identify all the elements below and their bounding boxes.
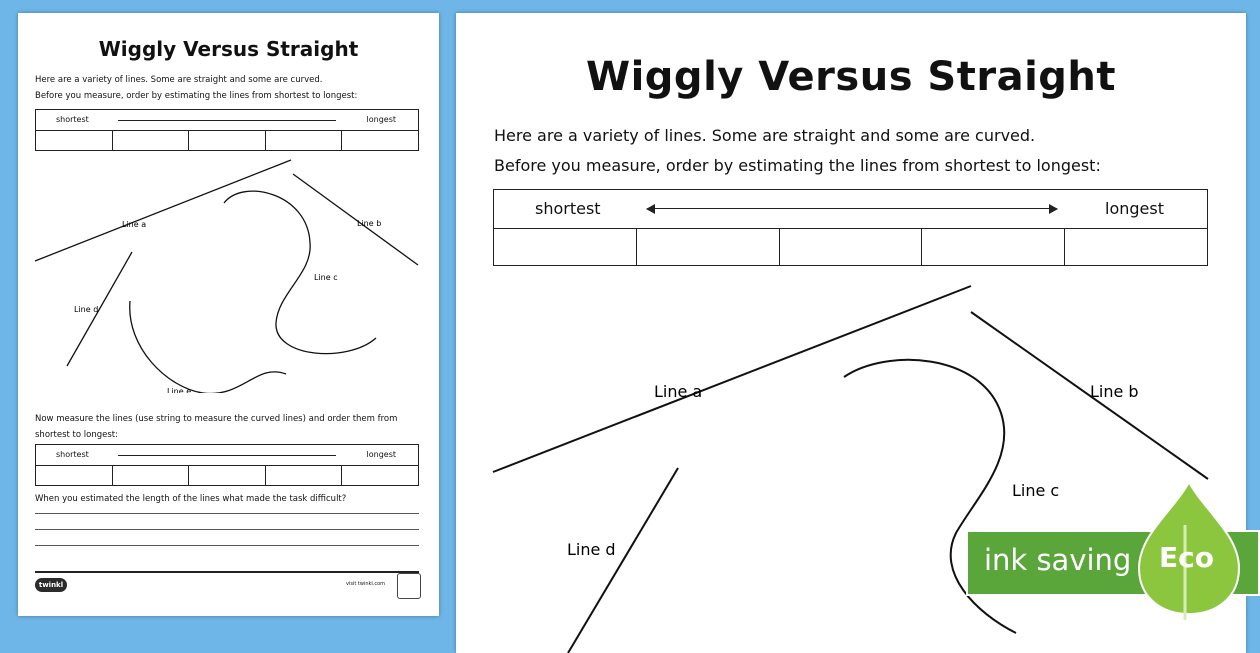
main-estimate-table: [493, 189, 1208, 266]
thumb-write-line: [35, 513, 419, 514]
thumb-line-a: [35, 160, 291, 261]
thumb-lines-drawing: [18, 153, 439, 393]
thumb-write-line: [35, 529, 419, 530]
thumb-label-c: Line c: [314, 273, 338, 282]
thumb-measure-row: [36, 466, 418, 485]
thumb-measure-instruction: Now measure the lines (use string to measure the curved lines) and order them from shortest to longest:: [35, 414, 398, 440]
main-title: Wiggly Versus Straight: [585, 54, 1117, 100]
arrow-right-icon: [1049, 204, 1058, 214]
line-a: [493, 286, 971, 472]
thumb-label-e: Line e: [167, 387, 192, 393]
worksheet-thumbnail: [18, 13, 439, 616]
main-double-arrow: [647, 208, 1057, 209]
thumb-corner-badge-icon: [397, 573, 421, 599]
label-line-d: Line d: [567, 540, 616, 559]
thumb-longest-label: longest: [366, 115, 396, 124]
thumb-title: Wiggly Versus Straight: [98, 37, 359, 61]
thumb-line-b: [293, 174, 418, 265]
ink-saving-label: ink saving: [984, 543, 1132, 577]
label-line-b: Line b: [1090, 382, 1139, 401]
main-lines-drawing: [456, 273, 1246, 653]
thumb-shortest-label: shortest: [56, 115, 89, 124]
main-answer-row: [494, 229, 1207, 265]
thumb-measure-shortest: shortest: [56, 450, 89, 459]
thumb-write-line: [35, 545, 419, 546]
thumb-measure-longest: longest: [366, 450, 396, 459]
label-line-c: Line c: [1012, 481, 1060, 500]
thumb-line-c: [224, 191, 376, 354]
thumb-intro-line2: Before you measure, order by estimating the lines from shortest to longest:: [35, 91, 358, 101]
thumb-measure-table: [35, 444, 419, 486]
main-shortest-label: shortest: [535, 199, 601, 218]
thumb-line-e: [130, 301, 286, 393]
thumb-answer-row: [36, 131, 418, 150]
thumb-intro-line1: Here are a variety of lines. Some are straight and some are curved.: [35, 75, 323, 85]
line-d: [568, 468, 678, 653]
main-longest-label: longest: [1105, 199, 1164, 218]
label-line-a: Line a: [654, 382, 703, 401]
thumb-footer-rule: [35, 571, 419, 573]
thumb-arrow: [118, 120, 336, 121]
thumb-label-d: Line d: [74, 305, 99, 314]
thumb-label-b: Line b: [357, 219, 382, 228]
twinkl-logo: twinkl: [35, 578, 67, 592]
main-intro-line1: Here are a variety of lines. Some are straight and some are curved.: [494, 126, 1036, 145]
thumb-visit-text: visit twinkl.com: [346, 581, 386, 587]
thumb-label-a: Line a: [122, 220, 147, 229]
thumb-question: When you estimated the length of the lines what made the task difficult?: [35, 494, 347, 504]
arrow-left-icon: [646, 204, 655, 214]
thumb-estimate-table: [35, 109, 419, 151]
thumb-measure-arrow: [118, 455, 336, 456]
main-intro-line2: Before you measure, order by estimating the lines from shortest to longest:: [494, 156, 1101, 175]
eco-word: Eco: [1159, 541, 1214, 574]
